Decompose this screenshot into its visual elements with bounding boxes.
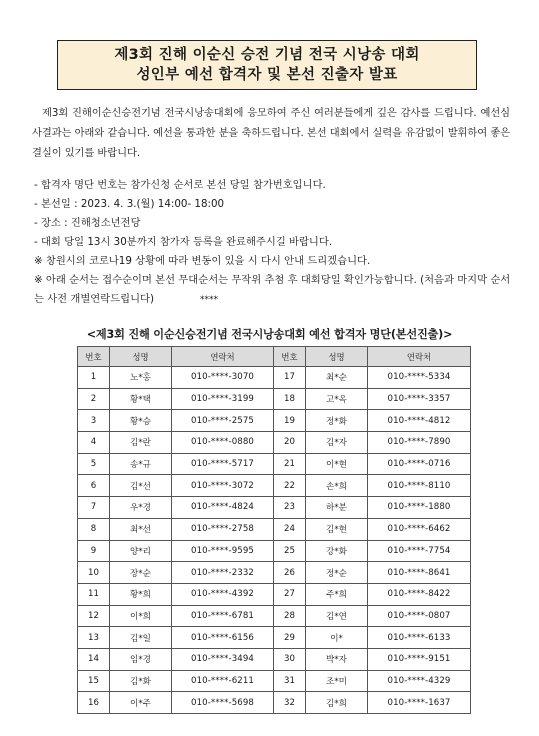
cell-name: 이*주: [110, 692, 172, 714]
cell-number: 22: [274, 475, 306, 497]
cell-number: 17: [274, 367, 306, 389]
header-name: 성명: [306, 347, 368, 367]
notice-item: - 대회 당일 13시 30분까지 참가자 등록을 완료해주시길 바랍니다.: [34, 236, 333, 248]
cell-name: 이*현: [306, 453, 368, 475]
cell-number: 21: [274, 453, 306, 475]
cell-number: 29: [274, 627, 306, 649]
cell-name: 손*희: [306, 475, 368, 497]
cell-number: 7: [78, 497, 110, 519]
table-row: [78, 367, 471, 389]
cell-number: 6: [78, 475, 110, 497]
cell-number: 32: [274, 692, 306, 714]
cell-contact: 010-****-4824: [172, 497, 274, 519]
cell-contact: 010-****-0807: [368, 605, 471, 627]
cell-name: 정*화: [306, 410, 368, 432]
cell-name: 이*: [306, 627, 368, 649]
cell-contact: 010-****-7890: [368, 432, 471, 454]
cell-contact: 010-****-4329: [368, 670, 471, 692]
cell-contact: 010-****-3357: [368, 388, 471, 410]
cell-contact: 010-****-5698: [172, 692, 274, 714]
cell-number: 3: [78, 410, 110, 432]
cell-number: 12: [78, 605, 110, 627]
cell-contact: 010-****-3070: [172, 367, 274, 389]
cell-name: 김*란: [110, 432, 172, 454]
title-box: [57, 40, 477, 90]
cell-name: 황*택: [110, 388, 172, 410]
cell-number: 15: [78, 670, 110, 692]
cell-name: 최*선: [110, 518, 172, 540]
cell-name: 양*리: [110, 540, 172, 562]
cell-contact: 010-****-2758: [172, 518, 274, 540]
table-row: [78, 648, 471, 670]
cell-contact: 010-****-0716: [368, 453, 471, 475]
cell-contact: 010-****-3072: [172, 475, 274, 497]
cell-name: 이*희: [110, 605, 172, 627]
cell-name: 우*경: [110, 497, 172, 519]
table-row: [78, 670, 471, 692]
cell-number: 10: [78, 562, 110, 584]
cell-contact: 010-****-1880: [368, 497, 471, 519]
notice-item-text: ※ 아래 순서는 접수순이며 본선 무대순서는 무작위 추첨 후 대회당일 확인가능합니다. (처음과 마지막 순서는 사전 개별연락드립니다): [34, 274, 511, 305]
table-row: [78, 583, 471, 605]
notice-list: [34, 176, 514, 310]
cell-contact: 010-****-3199: [172, 388, 274, 410]
cell-number: 30: [274, 648, 306, 670]
cell-contact: 010-****-4812: [368, 410, 471, 432]
cell-number: 14: [78, 648, 110, 670]
cell-contact: 010-****-5717: [172, 453, 274, 475]
cell-number: 11: [78, 583, 110, 605]
table-row: [78, 692, 471, 714]
notice-item: [34, 271, 514, 310]
cell-contact: 010-****-0880: [172, 432, 274, 454]
cell-contact: 010-****-9595: [172, 540, 274, 562]
table-row: [78, 518, 471, 540]
header-number: 번호: [78, 347, 110, 367]
cell-name: 황*희: [110, 583, 172, 605]
table-caption: <제3회 진해 이순신승전기념 전국시낭송대회 예선 합격자 명단(본선진출)>: [86, 328, 453, 341]
cell-contact: 010-****-4392: [172, 583, 274, 605]
page-subtitle: 성인부 예선 합격자 및 본선 진출자 발표: [136, 67, 398, 83]
table-row: [78, 475, 471, 497]
table-row: [78, 453, 471, 475]
cell-name: 최*순: [306, 367, 368, 389]
header-number: 번호: [274, 347, 306, 367]
table-row: [78, 627, 471, 649]
cell-name: 김*현: [306, 518, 368, 540]
cell-number: 5: [78, 453, 110, 475]
table-header-row: [78, 347, 471, 367]
cell-contact: 010-****-7754: [368, 540, 471, 562]
cell-contact: 010-****-6781: [172, 605, 274, 627]
finalist-table: [77, 346, 471, 714]
cell-contact: 010-****-2575: [172, 410, 274, 432]
cell-name: 김*일: [110, 627, 172, 649]
cell-contact: 010-****-6133: [368, 627, 471, 649]
cell-name: 장*순: [110, 562, 172, 584]
page-title: 제3회 진해 이순신 승전 기념 전국 시낭송 대회: [114, 47, 420, 63]
table-row: [78, 562, 471, 584]
cell-name: 김*희: [306, 692, 368, 714]
table-row: [78, 605, 471, 627]
cell-name: 정*순: [306, 562, 368, 584]
notice-item: - 장소 : 진해청소년전당: [34, 217, 141, 229]
intro-paragraph: [32, 103, 510, 163]
cell-name: 김*화: [110, 670, 172, 692]
cell-number: 31: [274, 670, 306, 692]
cell-name: 노*홍: [110, 367, 172, 389]
cell-name: 조*미: [306, 670, 368, 692]
cell-number: 24: [274, 518, 306, 540]
table-row: [78, 410, 471, 432]
cell-name: 박*자: [306, 648, 368, 670]
cell-contact: 010-****-8110: [368, 475, 471, 497]
cell-name: 강*화: [306, 540, 368, 562]
cell-name: 김*자: [306, 432, 368, 454]
cell-contact: 010-****-3494: [172, 648, 274, 670]
cell-contact: 010-****-8422: [368, 583, 471, 605]
cell-number: 2: [78, 388, 110, 410]
table-row: [78, 432, 471, 454]
cell-number: 8: [78, 518, 110, 540]
cell-contact: 010-****-6462: [368, 518, 471, 540]
cell-number: 20: [274, 432, 306, 454]
cell-number: 23: [274, 497, 306, 519]
header-contact: 연락처: [172, 347, 274, 367]
cell-name: 고*옥: [306, 388, 368, 410]
table-body: [78, 367, 471, 714]
table-row: [78, 540, 471, 562]
cell-name: 임*경: [110, 648, 172, 670]
cell-number: 19: [274, 410, 306, 432]
cell-contact: 010-****-2332: [172, 562, 274, 584]
cell-name: 김*연: [306, 605, 368, 627]
cell-number: 4: [78, 432, 110, 454]
cell-number: 18: [274, 388, 306, 410]
notice-item: - 합격자 명단 번호는 참가신청 순서로 본선 당일 참가번호입니다.: [34, 179, 326, 191]
table-row: [78, 497, 471, 519]
cell-number: 13: [78, 627, 110, 649]
cell-number: 28: [274, 605, 306, 627]
cell-contact: 010-****-5334: [368, 367, 471, 389]
cell-number: 25: [274, 540, 306, 562]
cell-name: 주*희: [306, 583, 368, 605]
cell-name: 송*규: [110, 453, 172, 475]
cell-name: 김*선: [110, 475, 172, 497]
notice-item: ※ 창원시의 코로나19 상황에 따라 변동이 있을 시 다시 안내 드리겠습니다.: [34, 255, 371, 267]
cell-number: 16: [78, 692, 110, 714]
cell-number: 26: [274, 562, 306, 584]
notice-stars: ****: [199, 295, 218, 305]
cell-contact: 010-****-8641: [368, 562, 471, 584]
cell-number: 1: [78, 367, 110, 389]
cell-contact: 010-****-9151: [368, 648, 471, 670]
cell-name: 하*분: [306, 497, 368, 519]
cell-number: 9: [78, 540, 110, 562]
cell-contact: 010-****-6211: [172, 670, 274, 692]
cell-number: 27: [274, 583, 306, 605]
cell-contact: 010-****-1637: [368, 692, 471, 714]
header-name: 성명: [110, 347, 172, 367]
intro-text: 제3회 진해이순신승전기념 전국시낭송대회에 응모하여 주신 여러분들에게 깊은 감사를 드립니다. 예선심사결과는 아래와 같습니다. 예선을 통과한 분을 축하드립니다. 본선 대회에서 실력을 유감없이 발휘하여 좋은 결실이 있기를 바랍니다.: [32, 107, 510, 159]
table-row: [78, 388, 471, 410]
cell-name: 황*승: [110, 410, 172, 432]
cell-contact: 010-****-6156: [172, 627, 274, 649]
notice-item: - 본선일 : 2023. 4. 3.(월) 14:00- 18:00: [34, 198, 225, 210]
header-contact: 연락처: [368, 347, 471, 367]
